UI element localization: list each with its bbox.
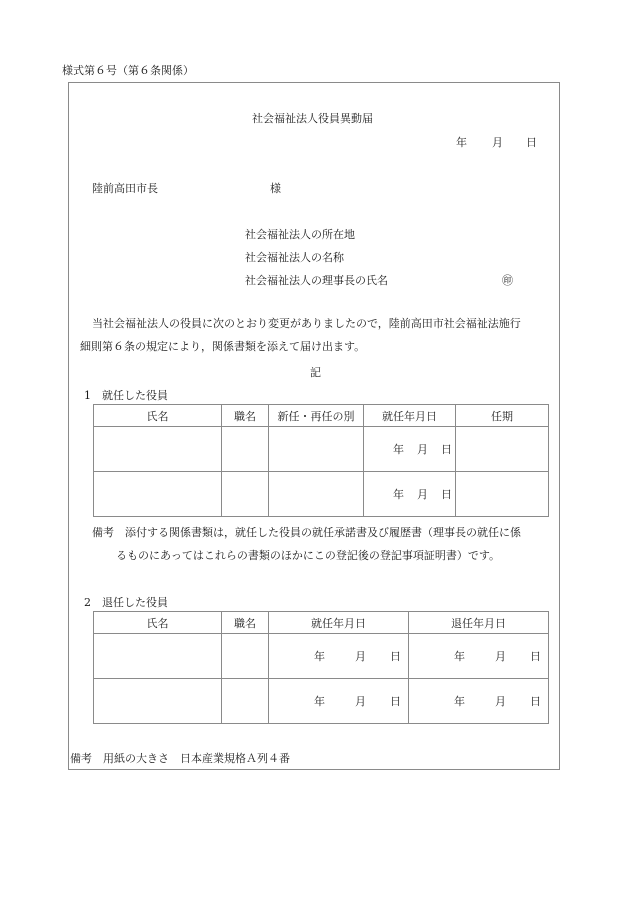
position-cell: [222, 679, 269, 724]
date-year: 年: [454, 695, 465, 708]
term-cell: [456, 427, 549, 472]
seal-mark: ㊞: [502, 274, 513, 287]
applicant-name-label: 社会福祉法人の名称: [245, 251, 344, 264]
date-year: 年: [314, 695, 325, 708]
col-header-appointment-date: 就任年月日: [364, 405, 456, 427]
date-day: 日: [530, 695, 541, 708]
date-year: 年: [454, 650, 465, 663]
name-cell: [94, 472, 222, 517]
name-cell: [94, 634, 222, 679]
date-year: 年: [456, 136, 467, 149]
form-number: 様式第６号（第６条関係）: [62, 64, 194, 77]
appointment-date-cell: [364, 427, 456, 472]
table-row: [94, 634, 549, 679]
date-year: 年: [314, 650, 325, 663]
col-header-name: 氏名: [94, 405, 222, 427]
date-year: 年: [393, 488, 404, 501]
retired-officers-table: [93, 611, 549, 724]
section1-remark-line2: るものにあってはこれらの書類のほかにこの登記後の登記事項証明書）です。: [116, 549, 501, 562]
section1-heading: 1 就任した役員: [84, 389, 168, 402]
col-header-appointment-date: 就任年月日: [269, 612, 409, 634]
date-day: 日: [526, 136, 537, 149]
date-month: 月: [495, 650, 506, 663]
date-day: 日: [441, 488, 452, 501]
position-cell: [222, 634, 269, 679]
table-header-row: [94, 405, 549, 427]
date-month: 月: [355, 695, 366, 708]
name-cell: [94, 679, 222, 724]
applicant-address-label: 社会福祉法人の所在地: [245, 228, 355, 241]
addressee-honorific: 様: [270, 182, 281, 195]
date-month: 月: [417, 443, 428, 456]
date-month: 月: [495, 695, 506, 708]
term-cell: [456, 472, 549, 517]
col-header-new-or-reappointed: 新任・再任の別: [269, 405, 364, 427]
appointment-date-cell: [364, 472, 456, 517]
body-text-line1: 当社会福祉法人の役員に次のとおり変更がありましたので，陸前高田市社会福祉法施行: [92, 317, 521, 330]
appointment-date-cell: [269, 679, 409, 724]
date-month: 月: [492, 136, 503, 149]
applicant-chair-label: 社会福祉法人の理事長の氏名: [245, 274, 388, 287]
new-or-reappointed-cell: [269, 427, 364, 472]
appointed-officers-table: [93, 404, 549, 517]
table-row: [94, 679, 549, 724]
col-header-position: 職名: [222, 405, 269, 427]
date-month: 月: [417, 488, 428, 501]
footer-note: 備考 用紙の大きさ 日本産業規格Ａ列４番: [70, 752, 290, 765]
col-header-name: 氏名: [94, 612, 222, 634]
date-day: 日: [441, 443, 452, 456]
table-row: [94, 472, 549, 517]
retirement-date-cell: [409, 634, 549, 679]
date-day: 日: [390, 695, 401, 708]
col-header-retirement-date: 退任年月日: [409, 612, 549, 634]
position-cell: [222, 427, 269, 472]
date-day: 日: [390, 650, 401, 663]
date-month: 月: [355, 650, 366, 663]
table-row: [94, 427, 549, 472]
date-year: 年: [393, 443, 404, 456]
retirement-date-cell: [409, 679, 549, 724]
addressee-mayor: 陸前高田市長: [92, 182, 158, 195]
position-cell: [222, 472, 269, 517]
date-day: 日: [530, 650, 541, 663]
appointment-date-cell: [269, 634, 409, 679]
name-cell: [94, 427, 222, 472]
new-or-reappointed-cell: [269, 472, 364, 517]
section1-remark-line1: 備考 添付する関係書類は，就任した役員の就任承諾書及び履歴書（理事長の就任に係: [92, 526, 521, 539]
col-header-position: 職名: [222, 612, 269, 634]
section2-heading: 2 退任した役員: [84, 596, 168, 609]
body-text-line2: 細則第６条の規定により，関係書類を添えて届け出ます。: [80, 340, 366, 353]
table-header-row: [94, 612, 549, 634]
form-title: 社会福祉法人役員異動届: [252, 112, 373, 125]
ki-marker: 記: [310, 366, 321, 379]
col-header-term: 任期: [456, 405, 549, 427]
